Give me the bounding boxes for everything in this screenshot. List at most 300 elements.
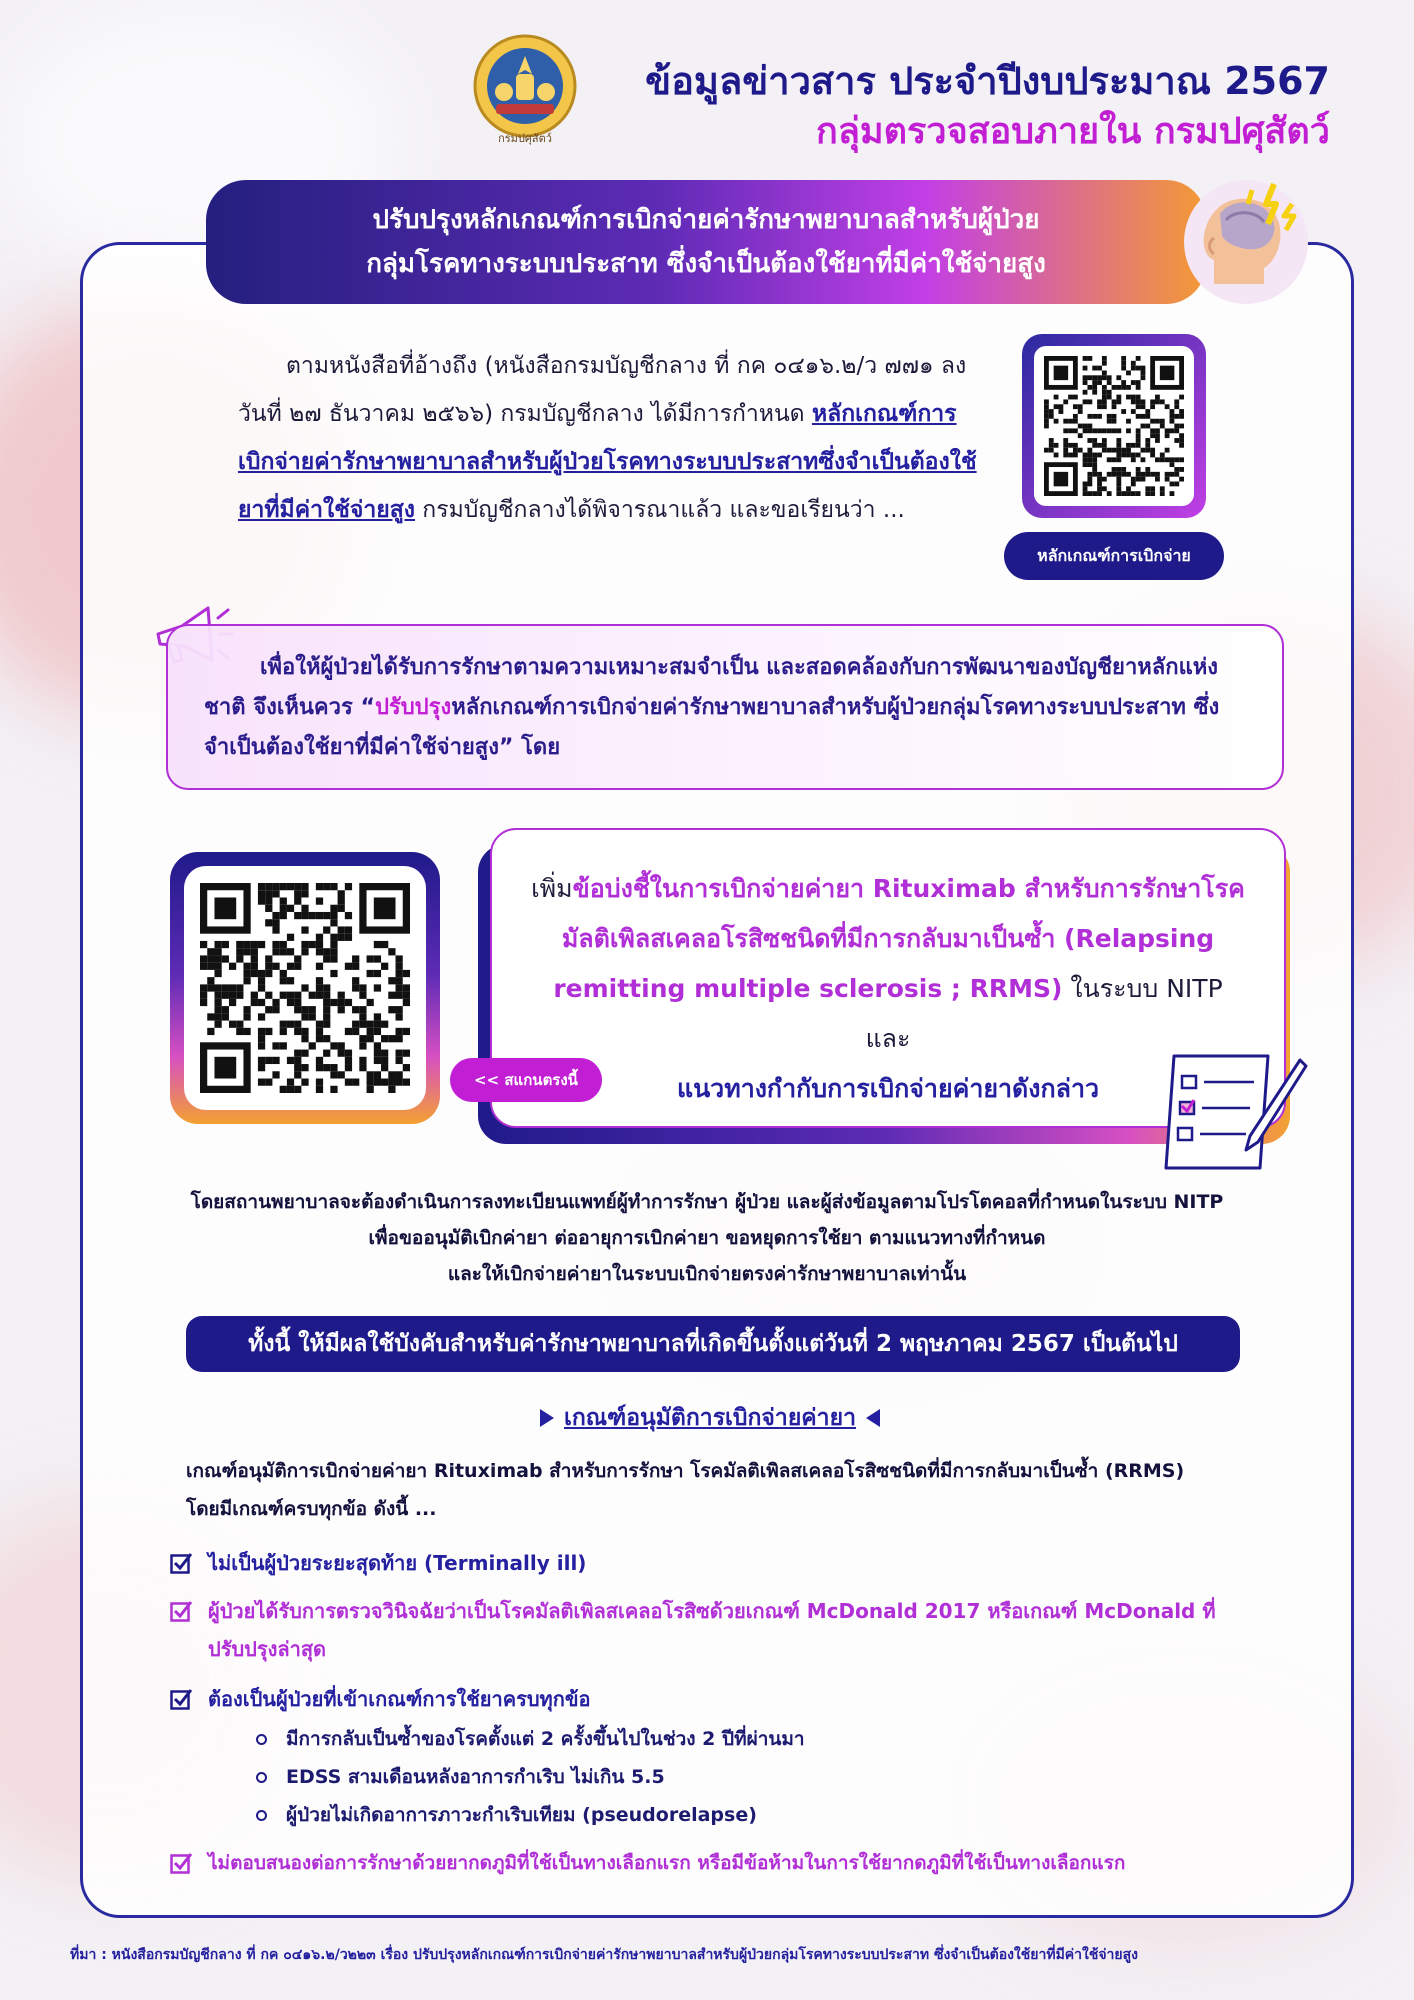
qr-module bbox=[330, 905, 337, 912]
qr-module bbox=[1165, 448, 1170, 453]
qr-module bbox=[301, 1013, 308, 1020]
qr-module bbox=[1087, 472, 1092, 477]
qr-module bbox=[1150, 486, 1155, 491]
qr-module bbox=[258, 941, 265, 948]
qr-module bbox=[396, 992, 403, 999]
qr-module bbox=[316, 1057, 323, 1064]
qr-module bbox=[301, 1079, 308, 1086]
qr-module bbox=[229, 984, 236, 991]
qr-module bbox=[1150, 448, 1155, 453]
qr-module bbox=[258, 1079, 265, 1086]
qr-module bbox=[316, 941, 323, 948]
qr-module bbox=[1049, 409, 1054, 414]
qr-module bbox=[1126, 385, 1131, 390]
qr-module bbox=[1136, 366, 1141, 371]
qr-module bbox=[1083, 457, 1088, 462]
qr-module bbox=[338, 926, 345, 933]
qr-module bbox=[330, 912, 337, 919]
qr-module bbox=[316, 897, 323, 904]
qr-module bbox=[309, 941, 316, 948]
qr-module bbox=[1087, 356, 1092, 361]
qr-module bbox=[272, 890, 279, 897]
qr-module bbox=[1126, 472, 1131, 477]
qr-module bbox=[265, 919, 272, 926]
qr-module bbox=[374, 1079, 381, 1086]
qr-module bbox=[258, 1064, 265, 1071]
qr-module bbox=[294, 1021, 301, 1028]
qr-module bbox=[1102, 390, 1107, 395]
qr-module bbox=[1068, 453, 1073, 458]
qr-module bbox=[1102, 385, 1107, 390]
qr-module bbox=[265, 992, 272, 999]
qr-module bbox=[280, 992, 287, 999]
qr-module bbox=[272, 1057, 279, 1064]
qr-module bbox=[388, 1071, 395, 1078]
qr-module bbox=[1097, 414, 1102, 419]
qr-module bbox=[258, 1035, 265, 1042]
qr-module bbox=[1141, 448, 1146, 453]
qr-module bbox=[258, 897, 265, 904]
qr-module bbox=[316, 992, 323, 999]
qr-module bbox=[280, 1086, 287, 1093]
qr-module bbox=[374, 1042, 381, 1049]
qr-module bbox=[388, 977, 395, 984]
qr-module bbox=[338, 992, 345, 999]
qr-module bbox=[1121, 448, 1126, 453]
qr-module bbox=[1107, 428, 1112, 433]
qr-module bbox=[1092, 380, 1097, 385]
qr-module bbox=[1145, 414, 1150, 419]
qr-module bbox=[1116, 443, 1121, 448]
qr-module bbox=[1112, 472, 1117, 477]
qr-module bbox=[1160, 486, 1165, 491]
qr-module bbox=[1131, 399, 1136, 404]
qr-module bbox=[1078, 404, 1083, 409]
checkbox-checked-icon bbox=[170, 1852, 192, 1874]
qr-module bbox=[323, 948, 330, 955]
qr-module bbox=[1092, 375, 1097, 380]
qr-module bbox=[1112, 467, 1117, 472]
qr-module bbox=[1049, 443, 1054, 448]
qr-module bbox=[258, 970, 265, 977]
qr-module bbox=[1170, 472, 1175, 477]
qr-module bbox=[280, 970, 287, 977]
qr-module bbox=[272, 963, 279, 970]
qr-module bbox=[388, 992, 395, 999]
qr-module bbox=[1174, 399, 1179, 404]
qr-module bbox=[1116, 486, 1121, 491]
qr-module bbox=[1087, 448, 1092, 453]
qr-module bbox=[265, 897, 272, 904]
qr-code-scan[interactable] bbox=[170, 852, 440, 1124]
qr-module bbox=[1131, 482, 1136, 487]
qr-module bbox=[1170, 482, 1175, 487]
qr-module bbox=[403, 1064, 410, 1071]
qr-module bbox=[338, 1042, 345, 1049]
qr-module bbox=[388, 1079, 395, 1086]
qr-finder bbox=[214, 897, 236, 919]
qr-module bbox=[251, 999, 258, 1006]
qr-module bbox=[323, 1064, 330, 1071]
qr-module bbox=[1150, 472, 1155, 477]
qr-module bbox=[1083, 399, 1088, 404]
qr-module bbox=[214, 1021, 221, 1028]
bullet-circle-icon bbox=[256, 1772, 267, 1783]
qr-module bbox=[1054, 419, 1059, 424]
qr-module bbox=[352, 1006, 359, 1013]
qr-module bbox=[1131, 491, 1136, 496]
qr-module bbox=[222, 992, 229, 999]
qr-module bbox=[1116, 399, 1121, 404]
qr-module bbox=[1145, 424, 1150, 429]
qr-module bbox=[1116, 477, 1121, 482]
checkbox-checked-icon bbox=[170, 1552, 192, 1574]
qr-module bbox=[338, 999, 345, 1006]
qr-module bbox=[367, 955, 374, 962]
headache-head-icon bbox=[1168, 164, 1318, 314]
qr-module bbox=[316, 1086, 323, 1093]
qr-module bbox=[1092, 491, 1097, 496]
qr-module bbox=[1174, 404, 1179, 409]
qr-module bbox=[403, 984, 410, 991]
qr-module bbox=[309, 912, 316, 919]
qr-module bbox=[243, 1006, 250, 1013]
qr-module bbox=[1121, 472, 1126, 477]
qr-module bbox=[1121, 361, 1126, 366]
qr-module bbox=[1131, 409, 1136, 414]
qr-module bbox=[1155, 395, 1160, 400]
bullet-circle-icon bbox=[256, 1810, 267, 1821]
qr-module bbox=[1044, 424, 1049, 429]
qr-module bbox=[294, 992, 301, 999]
qr-module bbox=[316, 1064, 323, 1071]
source-footnote: ที่มา : หนังสือกรมบัญชีกลาง ที่ กค ๐๔๑๖.๒/ว๒๒๓ เรื่อง ปรับปรุงหลักเกณฑ์การเบิกจ่ายค่ารักษาพยาบาลสำหรับผู้ป่วยกลุ่มโรคทางระบบประสาท ซึ่งจำเป็นต้องใช้ยาที่มีค่าใช้จ่ายสูง bbox=[70, 1947, 1139, 1963]
qr-module bbox=[330, 941, 337, 948]
qr-module bbox=[323, 1006, 330, 1013]
qr-module bbox=[251, 941, 258, 948]
qr-module bbox=[1063, 453, 1068, 458]
qr-module bbox=[1073, 419, 1078, 424]
qr-module bbox=[1102, 404, 1107, 409]
qr-module bbox=[287, 905, 294, 912]
qr-module bbox=[367, 1021, 374, 1028]
qr-module bbox=[1083, 482, 1088, 487]
qr-module bbox=[243, 970, 250, 977]
qr-module bbox=[1092, 467, 1097, 472]
qr-module bbox=[1116, 467, 1121, 472]
qr-module bbox=[323, 926, 330, 933]
qr-module bbox=[1116, 491, 1121, 496]
qr-module bbox=[1136, 356, 1141, 361]
qr-module bbox=[1107, 395, 1112, 400]
qr-module bbox=[309, 1006, 316, 1013]
qr-module bbox=[265, 1006, 272, 1013]
qr-module bbox=[1126, 486, 1131, 491]
qr-module bbox=[1102, 395, 1107, 400]
qr-module bbox=[374, 1028, 381, 1035]
qr-module bbox=[381, 1035, 388, 1042]
qr-module bbox=[323, 1035, 330, 1042]
qr-module bbox=[1083, 366, 1088, 371]
qr-module bbox=[229, 992, 236, 999]
notice-box: เพื่อให้ผู้ป่วยได้รับการรักษาตามความเหมาะสมจำเป็น และสอดคล้องกับการพัฒนาของบัญชียาหลักแห่งชาติ จึงเห็นควร “ปรับปรุงหลักเกณฑ์การเบิกจ่ายค่ารักษาพยาบาลสำหรับผู้ป่วยกลุ่มโรคทางระบบประสาท ซึ่งจำเป็นต้องใช้ยาที่มีค่าใช้จ่ายสูง” โดย bbox=[166, 624, 1284, 790]
qr-module bbox=[207, 948, 214, 955]
qr-module bbox=[1126, 443, 1131, 448]
qr-module bbox=[1107, 380, 1112, 385]
qr-module bbox=[272, 912, 279, 919]
qr-module bbox=[1107, 491, 1112, 496]
qr-module bbox=[1107, 472, 1112, 477]
qr-module bbox=[374, 1021, 381, 1028]
qr-module bbox=[258, 1028, 265, 1035]
qr-module bbox=[301, 1028, 308, 1035]
qr-module bbox=[1102, 356, 1107, 361]
qr-module bbox=[1078, 409, 1083, 414]
qr-module bbox=[1150, 428, 1155, 433]
qr-module bbox=[1160, 491, 1165, 496]
qr-module bbox=[280, 948, 287, 955]
qr-module bbox=[359, 1042, 366, 1049]
qr-module bbox=[1121, 467, 1126, 472]
qr-module bbox=[1058, 409, 1063, 414]
qr-module bbox=[214, 970, 221, 977]
qr-module bbox=[1097, 486, 1102, 491]
qr-module bbox=[1155, 428, 1160, 433]
qr-module bbox=[301, 984, 308, 991]
qr-module bbox=[1068, 395, 1073, 400]
qr-module bbox=[316, 1021, 323, 1028]
qr-module bbox=[301, 883, 308, 890]
topic-banner bbox=[206, 180, 1206, 304]
qr-module bbox=[381, 963, 388, 970]
qr-module bbox=[265, 905, 272, 912]
qr-module bbox=[323, 912, 330, 919]
qr-module bbox=[323, 992, 330, 999]
qr-module bbox=[388, 1035, 395, 1042]
detail-last-line: แนวทางกำกับการเบิกจ่ายค่ายาดังกล่าว bbox=[676, 1074, 1100, 1103]
qr-module bbox=[272, 919, 279, 926]
qr-module bbox=[1068, 419, 1073, 424]
qr-module bbox=[1054, 443, 1059, 448]
qr-module bbox=[1044, 404, 1049, 409]
qr-module bbox=[1092, 438, 1097, 443]
qr-module bbox=[1174, 482, 1179, 487]
qr-module bbox=[294, 1050, 301, 1057]
qr-module bbox=[330, 970, 337, 977]
qr-module bbox=[1107, 457, 1112, 462]
qr-module bbox=[1112, 428, 1117, 433]
qr-module bbox=[374, 941, 381, 948]
qr-module bbox=[200, 999, 207, 1006]
qr-module bbox=[403, 970, 410, 977]
qr-module bbox=[330, 934, 337, 941]
qr-module bbox=[1179, 395, 1184, 400]
qr-module bbox=[243, 1013, 250, 1020]
qr-module bbox=[1145, 472, 1150, 477]
qr-module bbox=[1107, 375, 1112, 380]
qr-module bbox=[352, 1028, 359, 1035]
qr-module bbox=[1145, 448, 1150, 453]
qr-module bbox=[1107, 419, 1112, 424]
qr-module bbox=[1116, 438, 1121, 443]
qr-module bbox=[352, 1021, 359, 1028]
qr-module bbox=[1116, 472, 1121, 477]
qr-module bbox=[323, 955, 330, 962]
qr-module bbox=[345, 1050, 352, 1057]
qr-module bbox=[1141, 472, 1146, 477]
qr-module bbox=[287, 977, 294, 984]
qr-module bbox=[1087, 428, 1092, 433]
qr-module bbox=[1145, 409, 1150, 414]
qr-module bbox=[287, 883, 294, 890]
qr-module bbox=[381, 941, 388, 948]
qr-module bbox=[1116, 395, 1121, 400]
qr-module bbox=[251, 948, 258, 955]
qr-module bbox=[352, 984, 359, 991]
qr-module bbox=[338, 1006, 345, 1013]
qr-module bbox=[280, 912, 287, 919]
qr-module bbox=[359, 1035, 366, 1042]
qr-module bbox=[1179, 433, 1184, 438]
qr-module bbox=[1102, 477, 1107, 482]
qr-module bbox=[294, 1071, 301, 1078]
qr-module bbox=[1170, 414, 1175, 419]
qr-module bbox=[1126, 419, 1131, 424]
qr-module bbox=[316, 984, 323, 991]
qr-module bbox=[359, 1006, 366, 1013]
qr-module bbox=[1102, 486, 1107, 491]
qr-module bbox=[330, 1071, 337, 1078]
qr-module bbox=[330, 883, 337, 890]
qr-module bbox=[200, 941, 207, 948]
qr-module bbox=[200, 992, 207, 999]
qr-module bbox=[1112, 414, 1117, 419]
qr-module bbox=[316, 963, 323, 970]
criteria-link[interactable]: หลักเกณฑ์การเบิกจ่ายค่ารักษาพยาบาลสำหรับผู้ป่วยโรคทางระบบประสาทซึ่งจำเป็นต้องใช้ยาที่มีค่าใช้จ่ายสูง bbox=[238, 401, 977, 523]
qr-module bbox=[287, 1086, 294, 1093]
qr-module bbox=[1141, 424, 1146, 429]
qr-module bbox=[1155, 438, 1160, 443]
qr-module bbox=[323, 1013, 330, 1020]
qr-module bbox=[316, 1035, 323, 1042]
qr-module bbox=[403, 1079, 410, 1086]
qr-module bbox=[1112, 448, 1117, 453]
qr-module bbox=[1073, 453, 1078, 458]
qr-module bbox=[309, 1013, 316, 1020]
qr-module bbox=[214, 984, 221, 991]
qr-module bbox=[1102, 370, 1107, 375]
qr-module bbox=[330, 919, 337, 926]
qr-module bbox=[1073, 404, 1078, 409]
qr-module bbox=[1083, 390, 1088, 395]
qr-module bbox=[1049, 448, 1054, 453]
qr-module bbox=[265, 963, 272, 970]
qr-module bbox=[374, 1050, 381, 1057]
qr-module bbox=[1150, 404, 1155, 409]
qr-module bbox=[214, 1013, 221, 1020]
qr-module bbox=[381, 1064, 388, 1071]
qr-module bbox=[330, 1042, 337, 1049]
qr-module bbox=[287, 963, 294, 970]
qr-module bbox=[1063, 438, 1068, 443]
triangle-right-icon bbox=[540, 1409, 554, 1427]
qr-module bbox=[272, 1071, 279, 1078]
qr-module bbox=[207, 955, 214, 962]
qr-module bbox=[1097, 491, 1102, 496]
banner-line-2: กลุ่มโรคทางระบบประสาท ซึ่งจำเป็นต้องใช้ยาที่มีค่าใช้จ่ายสูง bbox=[366, 249, 1046, 279]
qr-module bbox=[1097, 375, 1102, 380]
qr-module bbox=[1179, 424, 1184, 429]
qr-module bbox=[301, 948, 308, 955]
qr-module bbox=[1150, 419, 1155, 424]
qr-module bbox=[1126, 395, 1131, 400]
qr-module bbox=[229, 1021, 236, 1028]
qr-module bbox=[1092, 453, 1097, 458]
qr-module bbox=[243, 948, 250, 955]
checklist-pen-icon bbox=[1150, 1040, 1310, 1180]
qr-module bbox=[1083, 356, 1088, 361]
qr-module bbox=[1116, 448, 1121, 453]
qr-module bbox=[381, 1079, 388, 1086]
qr-module bbox=[1121, 366, 1126, 371]
qr-module bbox=[207, 977, 214, 984]
qr-module bbox=[1136, 453, 1141, 458]
qr-module bbox=[345, 1079, 352, 1086]
qr-module bbox=[1136, 404, 1141, 409]
qr-module bbox=[1170, 428, 1175, 433]
qr-module bbox=[1165, 428, 1170, 433]
qr-module bbox=[345, 934, 352, 941]
qr-module bbox=[1126, 453, 1131, 458]
qr-module bbox=[1097, 404, 1102, 409]
criteria-subitem: ผู้ป่วยไม่เกิดอาการภาวะกำเริบเทียม (pseudorelapse) bbox=[256, 1796, 757, 1834]
qr-module bbox=[396, 977, 403, 984]
qr-module bbox=[396, 984, 403, 991]
qr-module bbox=[207, 1013, 214, 1020]
qr-module bbox=[1073, 448, 1078, 453]
qr-module bbox=[265, 890, 272, 897]
qr-module bbox=[1102, 448, 1107, 453]
qr-module bbox=[294, 890, 301, 897]
qr-code-criteria[interactable] bbox=[1022, 334, 1206, 518]
qr-module bbox=[1112, 457, 1117, 462]
criteria-subitem: EDSS สามเดือนหลังอาการกำเริบ ไม่เกิน 5.5 bbox=[256, 1758, 665, 1796]
qr-module bbox=[403, 999, 410, 1006]
qr-module bbox=[1179, 414, 1184, 419]
effective-date-banner: ทั้งนี้ ให้มีผลใช้บังคับสำหรับค่ารักษาพยาบาลที่เกิดขึ้นตั้งแต่วันที่ 2 พฤษภาคม 2567 เป็นต้นไป bbox=[186, 1316, 1240, 1372]
qr-module bbox=[258, 984, 265, 991]
qr-module bbox=[323, 984, 330, 991]
qr-module bbox=[1058, 404, 1063, 409]
qr-module bbox=[1112, 419, 1117, 424]
triangle-left-icon bbox=[866, 1409, 880, 1427]
qr-module bbox=[272, 941, 279, 948]
qr-module bbox=[280, 883, 287, 890]
qr-label-criteria: หลักเกณฑ์การเบิกจ่าย bbox=[1004, 532, 1224, 580]
qr-module bbox=[1063, 428, 1068, 433]
qr-module bbox=[1054, 453, 1059, 458]
qr-module bbox=[1121, 453, 1126, 458]
qr-module bbox=[1116, 457, 1121, 462]
qr-module bbox=[258, 999, 265, 1006]
qr-module bbox=[1097, 453, 1102, 458]
qr-module bbox=[1073, 414, 1078, 419]
qr-module bbox=[330, 999, 337, 1006]
qr-module bbox=[359, 1021, 366, 1028]
qr-module bbox=[1136, 491, 1141, 496]
qr-module bbox=[396, 1050, 403, 1057]
qr-module bbox=[1087, 375, 1092, 380]
